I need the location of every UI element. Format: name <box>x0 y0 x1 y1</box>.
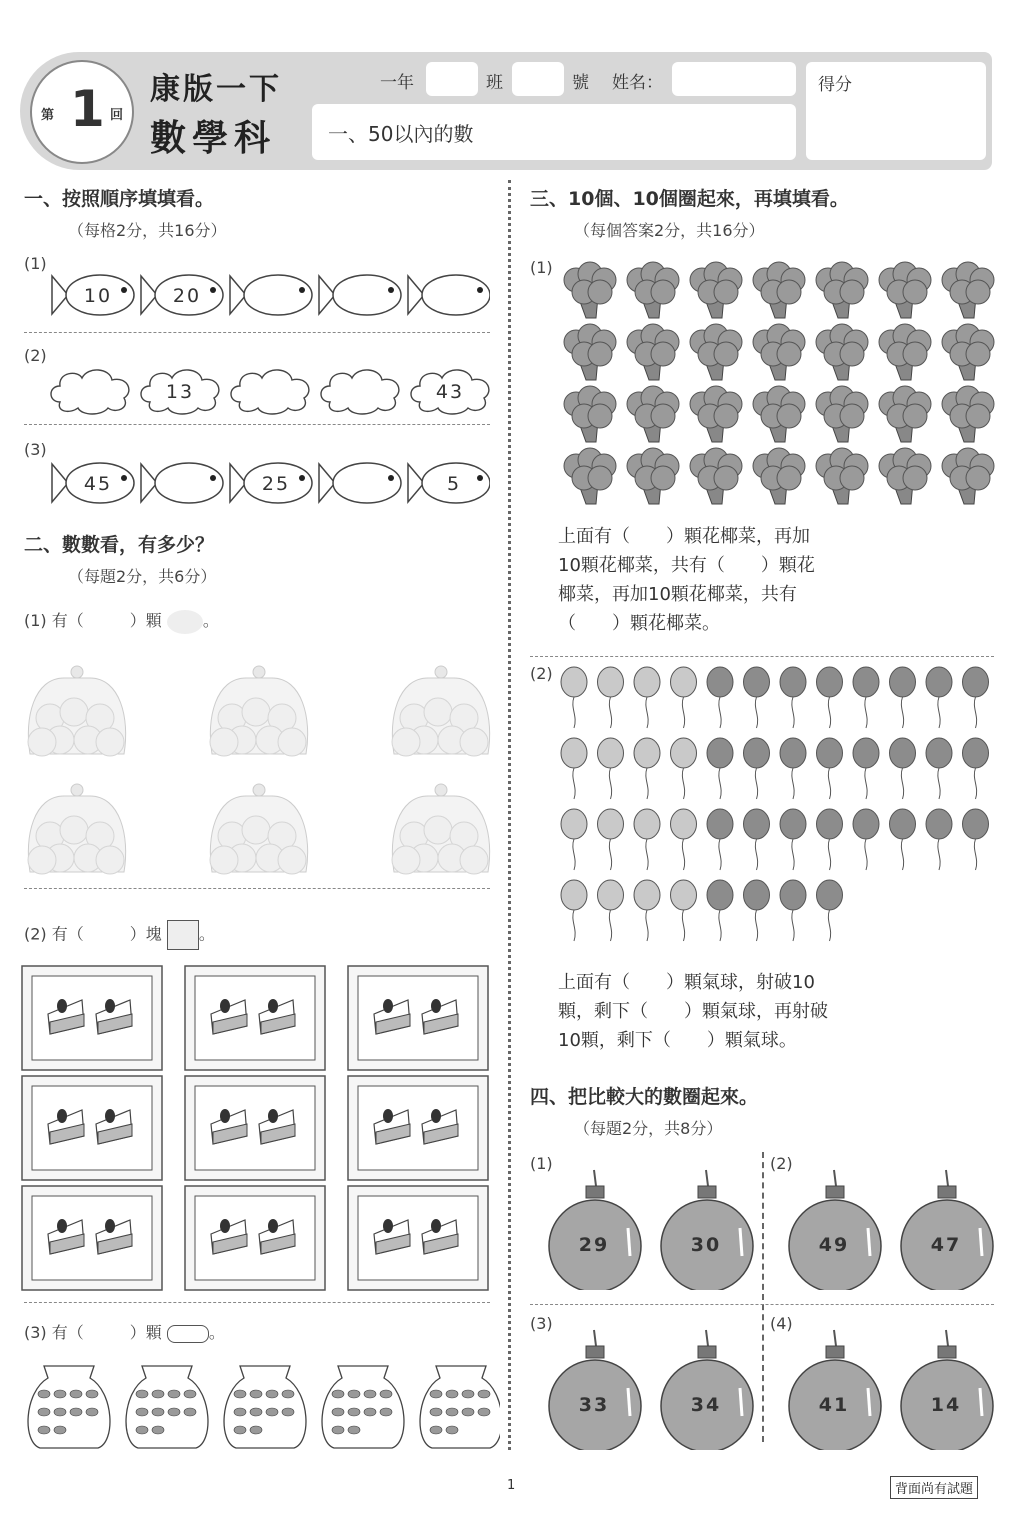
cake-tray <box>185 1186 325 1290</box>
s2-q3-end: 。 <box>208 1323 225 1342</box>
s2-q1-label: (1) 有（ <box>24 611 84 630</box>
fish-number: 45 <box>83 473 113 495</box>
s3-q2-line2: 顆，剩下（ ）顆氣球，再射破 <box>558 1001 828 1022</box>
broccoli <box>942 386 994 442</box>
fish-shape <box>141 275 223 315</box>
page-number: 1 <box>507 1478 516 1493</box>
fish-shape <box>230 275 312 315</box>
column-divider <box>508 180 511 1450</box>
broccoli <box>564 324 616 380</box>
fish-number: 5 <box>446 473 462 495</box>
broccoli <box>627 448 679 504</box>
s2-q1-close: ）顆 <box>129 611 162 630</box>
bag-of-balls <box>28 784 126 874</box>
balloon <box>890 809 916 870</box>
broccoli <box>564 262 616 318</box>
bag-of-balls <box>28 666 126 756</box>
cloud-shape <box>231 370 309 414</box>
s4-item-label: (1) <box>530 1154 553 1173</box>
balloon <box>671 809 697 870</box>
broccoli <box>627 386 679 442</box>
bag-of-balls-grid <box>20 652 500 882</box>
fish-number: 20 <box>172 285 202 307</box>
section4-note: （每題2分，共8分） <box>574 1119 723 1138</box>
bomb-number-choice[interactable] <box>782 1322 886 1450</box>
s3-q1-line3: 椰菜，再加10顆花椰菜，共有 <box>558 584 797 605</box>
broccoli <box>564 448 616 504</box>
candy-bag <box>224 1366 306 1448</box>
round-suffix: 回 <box>110 108 124 123</box>
balloon <box>671 880 697 941</box>
balloon <box>963 809 989 870</box>
divider <box>530 656 994 657</box>
seat-label: 號 <box>572 73 589 93</box>
bomb-number: 49 <box>818 1234 850 1256</box>
class-label: 班 <box>486 73 503 93</box>
balloon <box>598 667 624 728</box>
balloon <box>634 667 660 728</box>
bomb-number: 29 <box>578 1234 610 1256</box>
broccoli <box>690 448 742 504</box>
cloud-number: 13 <box>165 381 195 403</box>
cake-tray <box>185 966 325 1070</box>
s4-item-label: (3) <box>530 1314 553 1333</box>
broccoli <box>816 324 868 380</box>
s2-q2-label: (2) 有（ <box>24 924 84 944</box>
fish-shape <box>319 463 401 503</box>
s4-item-label: (2) <box>770 1154 793 1173</box>
balloon <box>780 738 806 799</box>
header-title-1: 康版一下 <box>150 72 282 107</box>
s3-q1-line1: 上面有（ ）顆花椰菜，再加 <box>558 526 810 547</box>
fish-shape <box>319 275 401 315</box>
bomb-number-choice[interactable] <box>894 1162 998 1290</box>
unit-title-box <box>312 104 796 160</box>
broccoli <box>816 386 868 442</box>
balloon <box>744 809 770 870</box>
bomb-number: 34 <box>690 1394 722 1416</box>
s2-q2-close: ）塊 <box>129 924 162 944</box>
section4-title: 四、把比較大的數圈起來。 <box>530 1086 759 1108</box>
divider <box>24 332 490 333</box>
cake-tray <box>22 1186 162 1290</box>
balloon <box>561 880 587 941</box>
s1-q3-fish-row <box>50 460 490 506</box>
candy-bag <box>420 1366 500 1448</box>
broccoli <box>753 386 805 442</box>
balloon <box>598 880 624 941</box>
balloon <box>634 738 660 799</box>
s1-q1-fish-row <box>50 272 490 318</box>
candy-icon <box>167 1325 209 1343</box>
section3-title: 三、10個、10個圈起來，再填填看。 <box>530 188 849 210</box>
cake-tray <box>348 966 488 1070</box>
cake-icon <box>167 920 199 950</box>
candy-bag <box>322 1366 404 1448</box>
bag-of-balls <box>210 666 308 756</box>
balloon <box>707 738 733 799</box>
balloon <box>853 809 879 870</box>
s3-q1-label: (1) <box>530 258 553 277</box>
fish-shape <box>230 463 312 503</box>
broccoli <box>753 448 805 504</box>
s2-q1-end: 。 <box>202 611 219 630</box>
cake-tray <box>348 1186 488 1290</box>
bomb-number-choice[interactable] <box>894 1322 998 1450</box>
broccoli <box>690 324 742 380</box>
candy-bag-row <box>20 1352 500 1452</box>
broccoli <box>942 448 994 504</box>
balloon <box>671 667 697 728</box>
s2-q2-end: 。 <box>198 924 215 944</box>
balloon <box>634 809 660 870</box>
s3-q2-line3: 10顆，剩下（ ）顆氣球。 <box>558 1030 797 1051</box>
balloon <box>817 667 843 728</box>
bomb-number: 14 <box>930 1394 962 1416</box>
divider <box>530 1304 994 1305</box>
name-input[interactable] <box>672 62 796 96</box>
s3-q1-text <box>558 522 988 638</box>
broccoli <box>942 262 994 318</box>
s2-q1-prompt <box>24 608 219 634</box>
broccoli <box>879 262 931 318</box>
cloud-shape <box>51 370 129 414</box>
s4-vdivider <box>762 1152 764 1442</box>
ball-icon <box>167 610 203 634</box>
balloon <box>963 738 989 799</box>
score-label: 得分 <box>818 75 852 95</box>
fish-number: 10 <box>83 285 113 307</box>
back-note: 背面尚有試題 <box>890 1476 978 1499</box>
bag-of-balls <box>392 666 490 756</box>
balloon <box>707 667 733 728</box>
balloon <box>598 809 624 870</box>
balloon <box>890 667 916 728</box>
balloon <box>817 880 843 941</box>
unit-title: 一、50以內的數 <box>328 122 474 146</box>
divider <box>24 888 490 889</box>
broccoli <box>879 448 931 504</box>
balloon <box>634 880 660 941</box>
broccoli <box>627 262 679 318</box>
broccoli <box>690 386 742 442</box>
fish-shape <box>52 275 134 315</box>
broccoli-grid <box>556 258 996 508</box>
cloud-shape <box>321 370 399 414</box>
balloon <box>890 738 916 799</box>
s1-q2-label: (2) <box>24 346 47 365</box>
broccoli <box>816 262 868 318</box>
bomb-number: 33 <box>578 1394 610 1416</box>
round-number: 1 <box>70 80 105 138</box>
broccoli <box>816 448 868 504</box>
balloon <box>744 738 770 799</box>
s2-q3-prompt <box>24 1320 225 1343</box>
section1-title: 一、按照順序填填看。 <box>24 188 215 210</box>
broccoli <box>690 262 742 318</box>
balloon <box>707 809 733 870</box>
section2-note: （每題2分，共6分） <box>68 567 217 586</box>
candy-bag <box>28 1366 110 1448</box>
balloon <box>853 738 879 799</box>
cake-tray <box>22 1076 162 1180</box>
fish-shape <box>52 463 134 503</box>
bomb-number: 30 <box>690 1234 722 1256</box>
s3-q2-text <box>558 968 988 1055</box>
balloon <box>780 880 806 941</box>
s2-q2-prompt <box>24 920 215 950</box>
section1-note: （每格2分，共16分） <box>68 221 227 240</box>
s3-q1-line2: 10顆花椰菜，共有（ ）顆花 <box>558 555 815 576</box>
bomb-number-choice[interactable] <box>542 1162 646 1290</box>
balloon <box>598 738 624 799</box>
bomb-number-choice[interactable] <box>654 1162 758 1290</box>
fish-shape <box>141 463 223 503</box>
class-input[interactable] <box>426 62 478 96</box>
score-box[interactable] <box>806 62 986 160</box>
section2-title: 二、數數看，有多少？ <box>24 534 215 556</box>
balloon <box>853 667 879 728</box>
bomb-number-choice[interactable] <box>782 1162 886 1290</box>
bomb-number-choice[interactable] <box>542 1322 646 1450</box>
s3-q2-line1: 上面有（ ）顆氣球，射破10 <box>558 972 815 993</box>
divider <box>24 1302 490 1303</box>
s1-q1-label: (1) <box>24 254 47 273</box>
s3-q1-line4: （ ）顆花椰菜。 <box>558 613 720 634</box>
s2-q3-close: ）顆 <box>129 1323 162 1342</box>
broccoli <box>879 386 931 442</box>
balloon <box>926 667 952 728</box>
bomb-number: 41 <box>818 1394 850 1416</box>
fish-shape <box>408 463 490 503</box>
broccoli <box>753 324 805 380</box>
broccoli <box>564 386 616 442</box>
balloon <box>671 738 697 799</box>
s1-q3-label: (3) <box>24 440 47 459</box>
cloud-number: 43 <box>435 381 465 403</box>
seat-input[interactable] <box>512 62 564 96</box>
section3-note: （每個答案2分，共16分） <box>574 221 765 240</box>
balloon <box>926 738 952 799</box>
balloon <box>817 738 843 799</box>
cloud-shape <box>141 370 219 414</box>
round-prefix: 第 <box>41 108 55 123</box>
balloon-grid <box>556 664 996 954</box>
bomb-number-choice[interactable] <box>654 1322 758 1450</box>
balloon <box>561 809 587 870</box>
cake-tray <box>22 966 162 1070</box>
divider <box>24 424 490 425</box>
cake-tray <box>348 1076 488 1180</box>
cake-tray-grid <box>20 964 494 1294</box>
s3-q2-label: (2) <box>530 664 553 683</box>
balloon <box>963 667 989 728</box>
broccoli <box>627 324 679 380</box>
broccoli <box>942 324 994 380</box>
name-label: 姓名： <box>612 73 663 93</box>
balloon <box>707 880 733 941</box>
broccoli <box>753 262 805 318</box>
balloon <box>780 667 806 728</box>
balloon <box>744 880 770 941</box>
balloon <box>744 667 770 728</box>
broccoli <box>879 324 931 380</box>
cloud-shape <box>411 370 489 414</box>
balloon <box>780 809 806 870</box>
cake-tray <box>185 1076 325 1180</box>
fish-number: 25 <box>261 473 291 495</box>
s1-q2-cloud-row <box>48 364 492 416</box>
balloon <box>561 738 587 799</box>
header-title-2: 數學科 <box>150 118 277 159</box>
fish-shape <box>408 275 490 315</box>
candy-bag <box>126 1366 208 1448</box>
balloon <box>817 809 843 870</box>
balloon <box>561 667 587 728</box>
round-badge <box>30 60 134 164</box>
bomb-number: 47 <box>930 1234 962 1256</box>
balloon <box>926 809 952 870</box>
bag-of-balls <box>392 784 490 874</box>
grade-label: 一年 <box>380 73 414 93</box>
s4-item-label: (4) <box>770 1314 793 1333</box>
bag-of-balls <box>210 784 308 874</box>
s2-q3-label: (3) 有（ <box>24 1323 84 1342</box>
